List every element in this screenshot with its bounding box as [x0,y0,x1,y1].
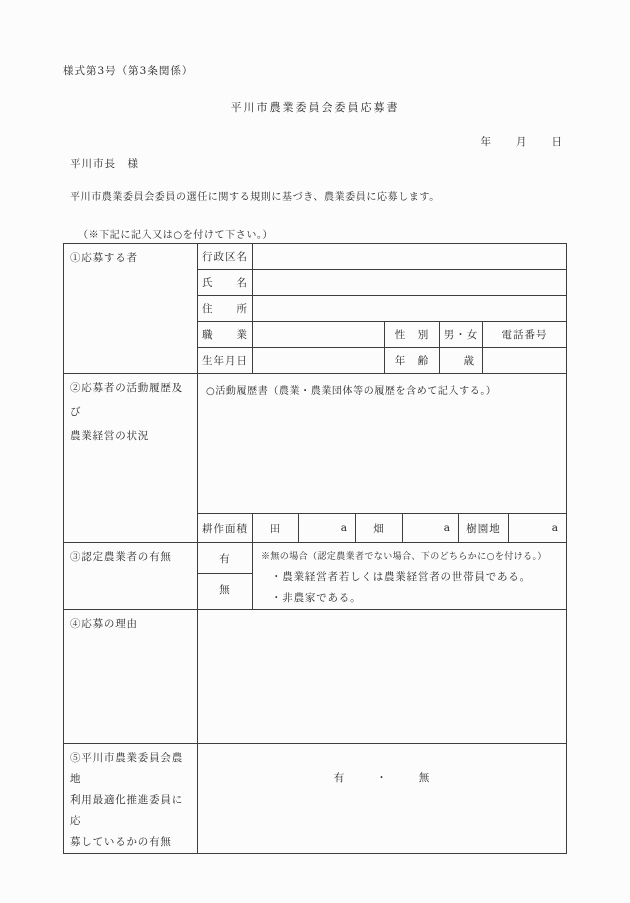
declaration-text: 平川市農業委員会委員の選任に関する規則に基づき、農業委員に応募します。 [70,192,440,203]
form-number: 様式第3号（第3条関係） [63,65,194,77]
orchard-unit[interactable]: a [551,522,559,534]
age-label: 年 齢 [385,348,440,373]
phone-label: 電話番号 [501,329,548,341]
section-optimization-label-line2: 利用最適化推進委員に応 [70,794,183,827]
section-history-label-line2: 農業経営の状況 [70,430,150,442]
certified-option-2[interactable]: ・非農家である。 [271,592,362,604]
occupation-input[interactable] [253,322,385,347]
row-occupation [198,321,566,347]
optimization-choice-area [198,744,566,810]
section-optimization-label [64,744,198,853]
date-day-label: 日 [551,136,563,148]
date-month-label: 月 [516,136,528,148]
row-district [198,244,566,269]
optimization-yes-option[interactable]: 有 [333,771,346,784]
section-certified [64,542,566,609]
gender-options[interactable]: 男・女 [440,322,483,347]
address-label: 住 所 [198,296,253,321]
optimization-no-option[interactable]: 無 [418,771,431,784]
section-certified-label: ③認定農業者の有無 [64,543,198,609]
field-label: 畑 [356,514,403,542]
certified-note: ※無の場合（認定農業者でない場合、下のどちらかに○を付ける。） [261,552,547,562]
activity-record-heading: ○活動履歴書（農業・農業団体等の履歴を含めて記入する。） [206,386,497,397]
certified-yes-option[interactable]: 有 [198,543,252,574]
row-address [198,295,566,321]
fill-instruction: （※下記に記入又は○を付けて下さい。） [78,230,274,241]
district-label: 行政区名 [198,244,253,269]
gender-label: 性 別 [385,322,440,347]
date-line [481,134,564,149]
paddy-label: 田 [253,514,299,542]
occupation-label: 職 業 [198,322,253,347]
certified-option-1[interactable]: ・農業経営者若しくは農業経営者の世帯員である。 [271,571,531,583]
birthdate-label: 生年月日 [198,348,253,373]
section-applicant-label: ①応募する者 [64,244,198,373]
cultivated-area-label: 耕作面積 [198,514,253,542]
row-name [198,269,566,295]
field-unit[interactable]: a [403,514,459,542]
paddy-unit[interactable]: a [299,514,356,542]
row-birthdate [198,347,566,373]
row-cultivated-area [198,513,566,542]
section-optimization-label-line3: 募しているかの有無 [70,836,172,848]
name-input[interactable] [253,270,566,295]
orchard-label: 樹園地 [459,514,509,542]
page-title: 平川市農業委員会委員応募書 [230,101,400,114]
section-applicant [64,244,566,373]
addressee: 平川市長 様 [70,158,139,170]
certified-choice-column [198,543,253,609]
phone-input[interactable] [483,348,566,373]
reason-input-area[interactable] [198,610,566,743]
birthdate-input[interactable] [253,348,385,373]
section-history-label-line1: ②応募者の活動履歴及び [70,382,183,418]
certified-note-area [253,543,566,609]
section-history [64,373,566,542]
certified-no-option[interactable]: 無 [219,583,231,596]
address-input[interactable] [253,296,566,321]
section-history-label [64,374,198,542]
age-unit: 歳 [440,348,483,373]
date-year-label: 年 [480,136,492,148]
section-optimization [64,743,566,853]
section-optimization-label-line1: ⑤平川市農業委員会農地 [70,752,183,785]
section-reason-label: ④応募の理由 [64,610,198,743]
activity-record-area[interactable] [198,374,566,513]
name-label: 氏 名 [198,270,253,295]
district-input[interactable] [253,244,566,269]
application-table [63,243,567,854]
optimization-separator: ・ [376,771,388,784]
section-reason [64,609,566,743]
